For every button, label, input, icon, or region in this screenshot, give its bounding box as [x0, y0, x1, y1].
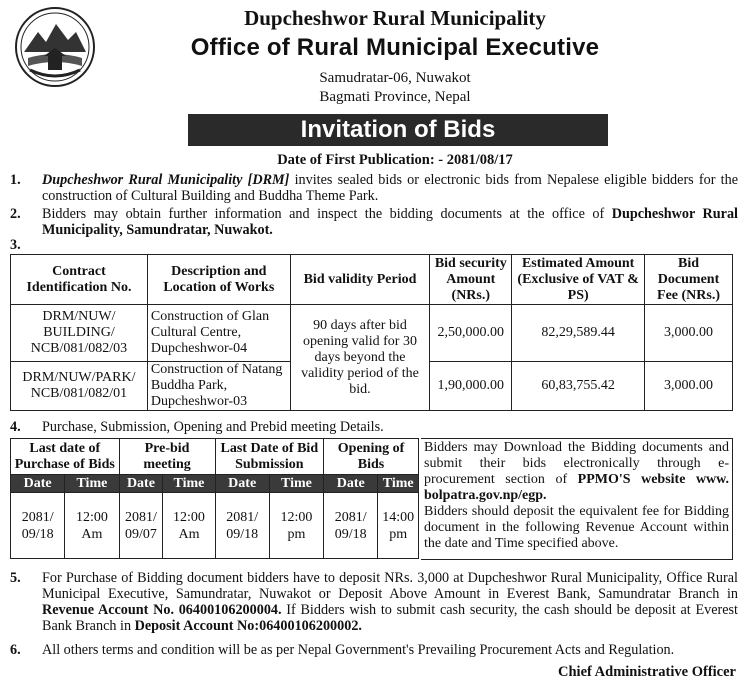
address-line-1: Samudratar-06, Nuwakot	[319, 70, 471, 86]
purchase-time: 12:00 Am	[65, 493, 119, 559]
estimated-cell: 60,83,755.42	[512, 362, 645, 411]
list-item-4	[10, 419, 738, 435]
fee-cell: 3,000.00	[645, 305, 733, 362]
item-1-lead: Dupcheshwor Rural Municipality [DRM]	[42, 172, 290, 188]
date-header: Date	[119, 475, 163, 493]
col-fee: Bid Document Fee (NRs.)	[645, 255, 733, 305]
col-validity: Bid validity Period	[290, 255, 430, 305]
col-description: Description and Location of Works	[147, 255, 290, 305]
security-cell: 1,90,000.00	[430, 362, 512, 411]
col-bid-security: Bid security Amount (NRs.)	[430, 255, 512, 305]
contract-id-cell: DRM/NUW/PARK/ NCB/081/082/01	[11, 362, 148, 411]
list-item-1	[10, 172, 738, 204]
time-header: Time	[65, 475, 119, 493]
validity-cell: 90 days after bid opening valid for 30 days beyond the validity period of the bid.	[290, 305, 430, 411]
address-line-2: Bagmati Province, Nepal	[319, 89, 471, 105]
opening-date: 2081/ 09/18	[324, 493, 378, 559]
list-item-5	[10, 570, 738, 634]
col-opening: Opening of Bids	[324, 439, 419, 475]
table-row	[11, 305, 733, 362]
ppmo-website-link[interactable]: PPMO'S website www. bolpatra.gov.np/egp.	[424, 472, 730, 503]
description-cell: Construction of Glan Cultural Centre, Dupcheshwor-04	[147, 305, 290, 362]
item-2-text: Bidders may obtain further information and inspect the bidding documents at the office of	[42, 206, 612, 222]
table-row	[11, 493, 419, 559]
signature-title: Chief Administrative Officer	[558, 664, 736, 680]
col-contract-id: Contract Identification No.	[11, 255, 148, 305]
deposit-account: Deposit Account No:06400106200002.	[134, 618, 362, 634]
contract-id-cell: DRM/NUW/ BUILDING/ NCB/081/082/03	[11, 305, 148, 362]
item-5-text-a: For Purchase of Bidding document bidders have to deposit NRs. 3,000 at Dupcheshwor Rural Municipality, Office Rural Municipal Executive, Samundratar, Nuwakot or Deposit Above Amount in Everest Bank, Samundratar Branch in	[42, 570, 738, 602]
office-title: Office of Rural Municipal Executive	[190, 34, 600, 61]
description-cell: Construction of Natang Buddha Park, Dupcheshwor-03	[147, 362, 290, 411]
item-number: 6.	[10, 642, 21, 658]
col-submission: Last Date of Bid Submission	[215, 439, 324, 475]
deposit-text: Bidders should deposit the equivalent fee for Bidding document in the following Revenue Account within the date and Time specified above.	[424, 504, 729, 551]
item-6-text: All others terms and condition will be as per Nepal Government's Prevailing Procurement Acts and Regulation.	[42, 642, 675, 658]
item-5-text-c: If Bidders wish to submit cash security, the cash should be deposit at Everest Bank Branch in	[42, 602, 738, 634]
schedule-table	[10, 438, 419, 559]
fee-cell: 3,000.00	[645, 362, 733, 411]
submission-time: 12:00 pm	[269, 493, 323, 559]
item-number: 3.	[10, 237, 21, 253]
municipality-name: Dupcheshwor Rural Municipality	[244, 6, 546, 30]
opening-time: 14:00 pm	[378, 493, 419, 559]
purchase-date: 2081/ 09/18	[11, 493, 65, 559]
submission-date: 2081/ 09/18	[215, 493, 269, 559]
item-number: 1.	[10, 172, 21, 188]
item-number: 4.	[10, 419, 21, 435]
revenue-account: Revenue Account No. 06400106200004.	[42, 602, 282, 618]
security-cell: 2,50,000.00	[430, 305, 512, 362]
download-text: Bidders may Download the Bidding documents and submit their bids electronically through e-procurement section of	[424, 440, 729, 487]
estimated-cell: 82,29,589.44	[512, 305, 645, 362]
publication-date: Date of First Publication: - 2081/08/17	[277, 152, 513, 168]
prebid-date: 2081/ 09/07	[119, 493, 163, 559]
item-2-office: Dupcheshwor Rural Municipality, Samundratar, Nuwakot.	[42, 206, 738, 238]
date-header: Date	[215, 475, 269, 493]
time-header: Time	[163, 475, 215, 493]
date-header: Date	[324, 475, 378, 493]
prebid-time: 12:00 Am	[163, 493, 215, 559]
time-header: Time	[378, 475, 419, 493]
list-item-2	[10, 206, 738, 238]
col-prebid: Pre-bid meeting	[119, 439, 215, 475]
item-1-text: invites sealed bids or electronic bids from Nepalese eligible bidders for the construction of Cultural Building and Buddha Theme Park.	[42, 172, 738, 204]
col-purchase: Last date of Purchase of Bids	[11, 439, 120, 475]
notice-banner: Invitation of Bids	[188, 114, 608, 146]
contract-table	[10, 254, 733, 411]
list-item-6	[10, 642, 738, 658]
col-estimated: Estimated Amount (Exclusive of VAT & PS)	[512, 255, 645, 305]
time-header: Time	[269, 475, 323, 493]
download-instructions	[421, 438, 733, 560]
item-number: 2.	[10, 206, 21, 222]
item-4-text: Purchase, Submission, Opening and Prebid meeting Details.	[42, 419, 384, 435]
date-header: Date	[11, 475, 65, 493]
item-number: 5.	[10, 570, 21, 586]
